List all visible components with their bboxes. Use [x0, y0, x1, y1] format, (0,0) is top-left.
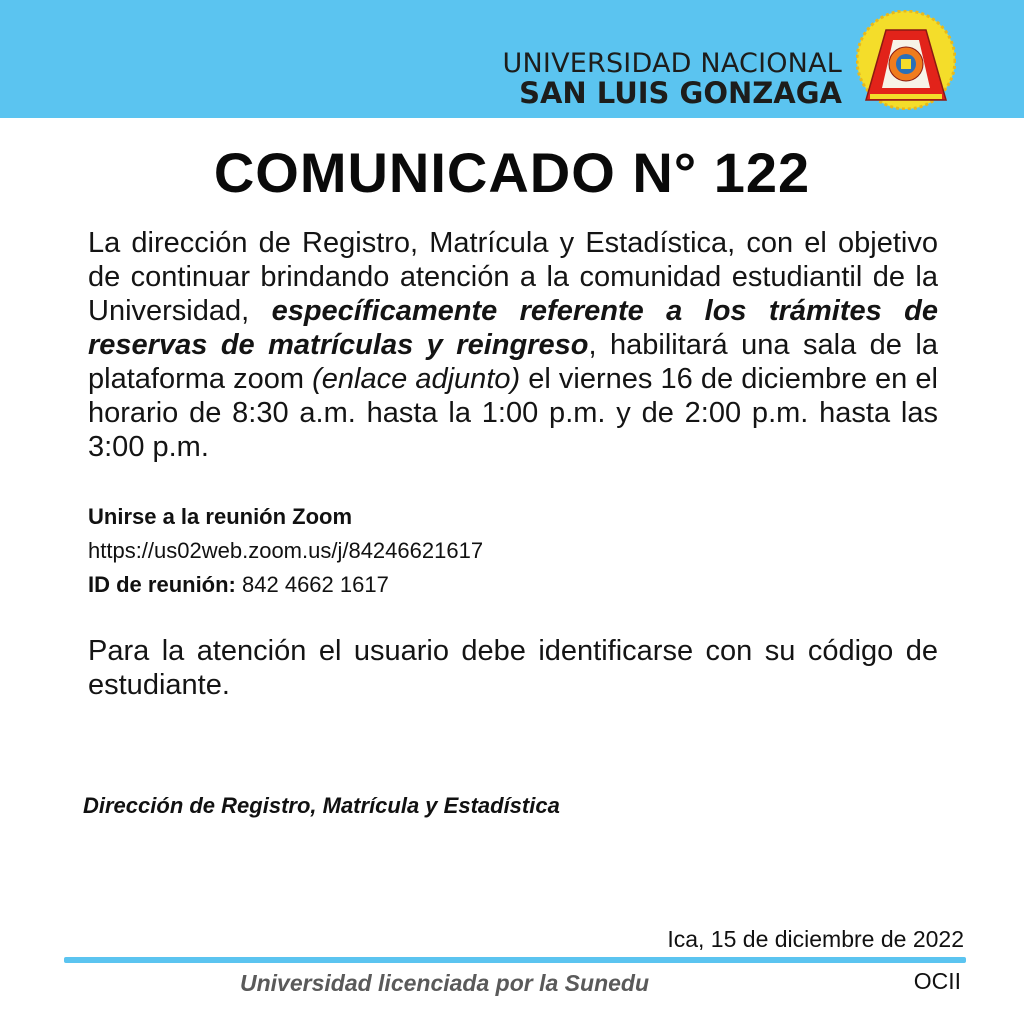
schedule-text: el viernes 16 de diciembre en el horario de 8:30 a.m. hasta la 1:00 p.m. y de 2:00 p.m. hasta las 3:00 p.m. — [88, 363, 938, 463]
university-name-line2: SAN LUIS GONZAGA — [519, 76, 842, 110]
meeting-id-label: ID de reunión: — [88, 572, 236, 597]
zoom-link[interactable]: https://us02web.zoom.us/j/84246621617 — [88, 538, 484, 563]
emphasis-text: específicamente referente a los trámites de reservas de matrículas y reingreso — [88, 295, 938, 361]
meeting-id-value: 842 4662 1617 — [242, 572, 389, 597]
zoom-heading: Unirse a la reunión Zoom — [88, 504, 353, 529]
identification-paragraph: Para la atención el usuario debe identificarse con su código de estudiante. — [88, 635, 938, 701]
university-name — [503, 50, 842, 108]
signature: Dirección de Registro, Matrícula y Estadística — [83, 793, 560, 818]
page-title: COMUNICADO N° 122 — [213, 141, 811, 204]
footer-tagline: Universidad licenciada por la Sunedu — [240, 970, 650, 996]
attachment-note: (enlace adjunto) — [312, 363, 521, 395]
footer-divider — [64, 957, 966, 963]
paragraph-text-cont: , habilitará una sala de la plataforma zoom — [88, 329, 938, 395]
university-name-line1: UNIVERSIDAD NACIONAL — [502, 48, 842, 79]
footer-code: OCII — [913, 968, 961, 994]
meeting-id-row — [88, 568, 483, 602]
zoom-info — [88, 500, 483, 602]
date-line: Ica, 15 de diciembre de 2022 — [667, 926, 964, 952]
paragraph-text: La dirección de Registro, Matrícula y Estadística, con el objetivo de continuar brindando atención a la comunidad estudiantil de la Universidad, — [88, 227, 938, 327]
university-seal-logo — [856, 10, 956, 110]
announcement-paragraph — [88, 226, 938, 464]
